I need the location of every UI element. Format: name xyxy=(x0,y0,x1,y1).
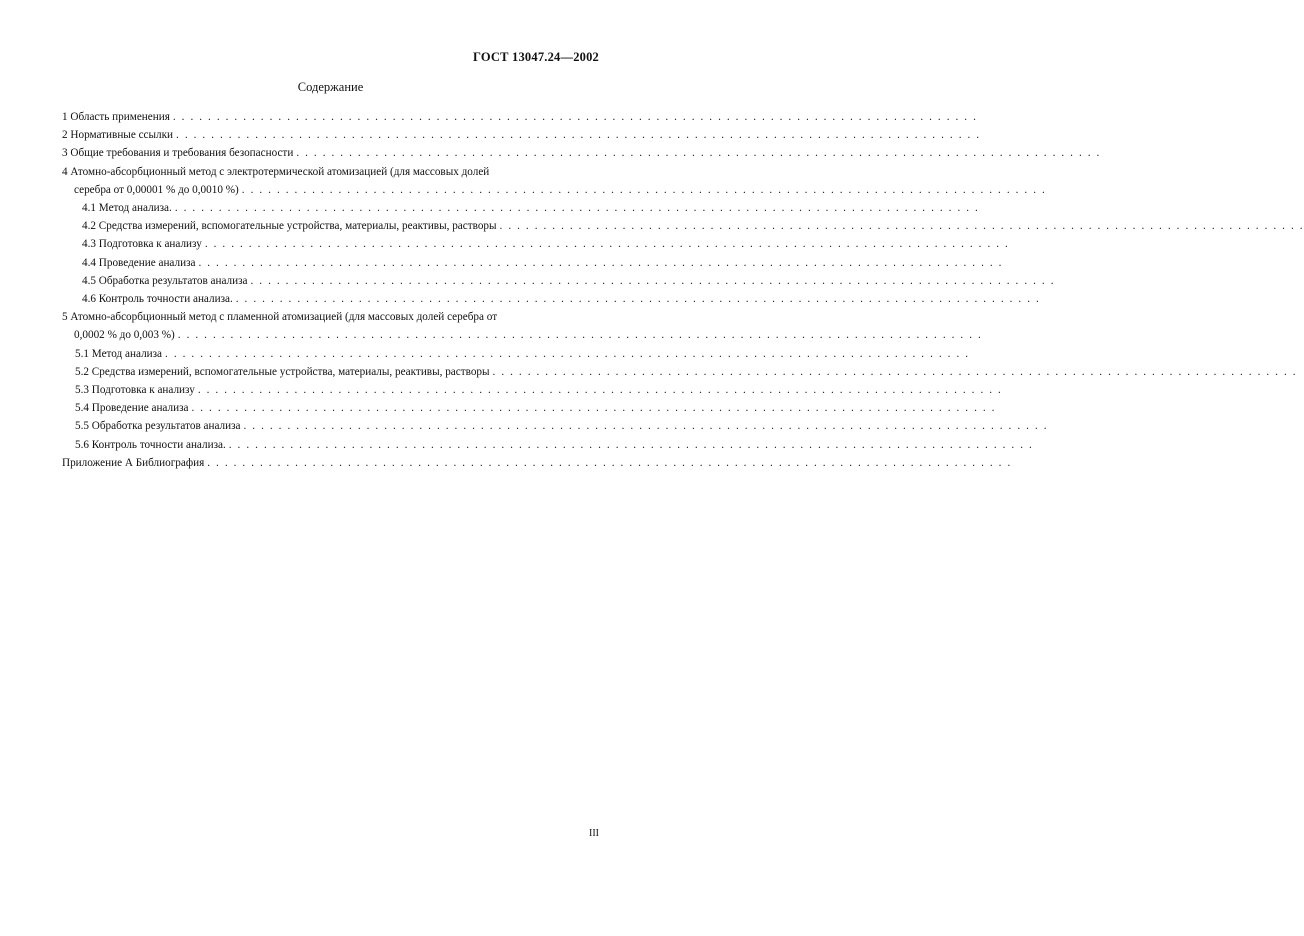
dot-leader: . . . . . . . . . . . . . . . . . . . . . . . . . . . . . . . . . . . . . . . . . . . . . . . . . . . . . . . . . . . . . . . . . . . . . . . . . . . . . . . . . . . . . . . . . . . . xyxy=(197,384,1003,397)
dot-leader: . . . . . . . . . . . . . . . . . . . . . . . . . . . . . . . . . . . . . . . . . . . . . . . . . . . . . . . . . . . . . . . . . . . . . . . . . . . . . . . . . . . . . . . . . . . . xyxy=(250,274,1056,287)
toc-entry-2[interactable] xyxy=(62,126,981,144)
table-of-contents xyxy=(62,108,1304,472)
dot-leader: . . . . . . . . . . . . . . . . . . . . . . . . . . . . . . . . . . . . . . . . . . . . . . . . . . . . . . . . . . . . . . . . . . . . . . . . . . . . . . . . . . . . . . . . . . . . xyxy=(228,438,1034,451)
toc-entry-4-1[interactable] xyxy=(62,199,980,217)
dot-leader: . . . . . . . . . . . . . . . . . . . . . . . . . . . . . . . . . . . . . . . . . . . . . . . . . . . . . . . . . . . . . . . . . . . . . . . . . . . . . . . . . . . . . . . . . . . . xyxy=(172,111,978,123)
toc-entry-4[interactable] xyxy=(62,163,575,181)
toc-entry-text: 4.4 Проведение анализа xyxy=(82,256,196,269)
toc-entry-text: 5.3 Подготовка к анализу xyxy=(75,384,195,397)
toc-entry-text: 0,0002 % до 0,003 %) xyxy=(74,329,175,342)
toc-entry-text: 4.3 Подготовка к анализу xyxy=(82,238,202,251)
toc-entry-5-continued[interactable] xyxy=(62,326,983,344)
toc-entry-3[interactable] xyxy=(62,144,1101,162)
dot-leader: . . . . . . . . . . . . . . . . . . . . . . . . . . . . . . . . . . . . . . . . . . . . . . . . . . . . . . . . . . . . . . . . . . . . . . . . . . . . . . . . . . . . . . . . . . . . xyxy=(207,456,1012,469)
toc-entry-4-6[interactable] xyxy=(62,290,1041,308)
dot-leader: . . . . . . . . . . . . . . . . . . . . . . . . . . . . . . . . . . . . . . . . . . . . . . . . . . . . . . . . . . . . . . . . . . . . . . . . . . . . . . . . . . . . . . . . . . . . xyxy=(499,220,1304,233)
toc-entry-5-2[interactable] xyxy=(62,363,1298,381)
toc-entry-1[interactable] xyxy=(62,108,978,126)
toc-entry-4-5[interactable] xyxy=(62,272,1056,290)
toc-entry-text: 5.2 Средства измерений, вспомогательные устройства, материалы, реактивы, растворы xyxy=(75,365,490,378)
dot-leader: . . . . . . . . . . . . . . . . . . . . . . . . . . . . . . . . . . . . . . . . . . . . . . . . . . . . . . . . . . . . . . . . . . . . . . . . . . . . . . . . . . . . . . . . . . . . xyxy=(165,347,970,360)
toc-entry-5-4[interactable] xyxy=(62,399,997,417)
toc-entry-text: 5.5 Обработка результатов анализа xyxy=(75,420,241,433)
toc-entry-5-5[interactable] xyxy=(62,417,1049,435)
dot-leader: . . . . . . . . . . . . . . . . . . . . . . . . . . . . . . . . . . . . . . . . . . . . . . . . . . . . . . . . . . . . . . . . . . . . . . . . . . . . . . . . . . . . . . . . . . . . xyxy=(296,147,1101,160)
toc-entry-text: серебра от 0,00001 % до 0,0010 %) xyxy=(74,183,239,196)
toc-entry-text: 4.1 Метод анализа. xyxy=(82,202,172,215)
toc-title: Содержание xyxy=(297,80,364,94)
standard-code: ГОСТ 13047.24—2002 xyxy=(473,50,599,64)
dot-leader: . . . . . . . . . . . . . . . . . . . . . . . . . . . . . . . . . . . . . . . . . . . . . . . . . . . . . . . . . . . . . . . . . . . . . . . . . . . . . . . . . . . . . . . . . . . . xyxy=(174,202,980,215)
dot-leader: . . . . . . . . . . . . . . . . . . . . . . . . . . . . . . . . . . . . . . . . . . . . . . . . . . . . . . . . . . . . . . . . . . . . . . . . . . . . . . . . . . . . . . . . . . . . xyxy=(241,183,1047,196)
toc-entry-4-continued[interactable] xyxy=(62,181,1047,199)
toc-entry-text: 5.1 Метод анализа xyxy=(75,347,163,360)
dot-leader: . . . . . . . . . . . . . . . . . . . . . . . . . . . . . . . . . . . . . . . . . . . . . . . . . . . . . . . . . . . . . . . . . . . . . . . . . . . . . . . . . . . . . . . . . . . . xyxy=(176,129,981,142)
toc-entry-4-4[interactable] xyxy=(62,254,1004,272)
toc-entry-text: 5.4 Проведение анализа xyxy=(75,402,189,415)
dot-leader: . . . . . . . . . . . . . . . . . . . . . . . . . . . . . . . . . . . . . . . . . . . . . . . . . . . . . . . . . . . . . . . . . . . . . . . . . . . . . . . . . . . . . . . . . . . . xyxy=(492,365,1298,378)
toc-entry-4-3[interactable] xyxy=(62,235,1010,253)
toc-entry-appendix-a[interactable] xyxy=(62,454,1012,472)
page-number: III xyxy=(589,828,599,839)
toc-entry-4-2[interactable] xyxy=(62,217,1304,235)
dot-leader: . . . . . . . . . . . . . . . . . . . . . . . . . . . . . . . . . . . . . . . . . . . . . . . . . . . . . . . . . . . . . . . . . . . . . . . . . . . . . . . . . . . . . . . . . . . . xyxy=(177,329,983,342)
toc-entry-5-6[interactable] xyxy=(62,436,1034,454)
toc-entry-text: Приложение А Библиография xyxy=(62,456,205,469)
toc-entry-text: 4 Атомно-абсорбционный метод с электротермической атомизацией (для массовых долей xyxy=(62,165,490,178)
dot-leader: . . . . . . . . . . . . . . . . . . . . . . . . . . . . . . . . . . . . . . . . . . . . . . . . . . . . . . . . . . . . . . . . . . . . . . . . . . . . . . . . . . . . . . . . . . . . xyxy=(235,293,1041,306)
toc-entry-text: 1 Область применения xyxy=(62,111,170,123)
toc-entry-5-3[interactable] xyxy=(62,381,1003,399)
toc-entry-text: 5.6 Контроль точности анализа. xyxy=(75,438,226,451)
toc-entry-text: 4.2 Средства измерений, вспомогательные устройства, материалы, реактивы, растворы xyxy=(82,220,497,233)
dot-leader: . . . . . . . . . . . . . . . . . . . . . . . . . . . . . . . . . . . . . . . . . . . . . . . . . . . . . . . . . . . . . . . . . . . . . . . . . . . . . . . . . . . . . . . . . . . . xyxy=(198,256,1004,269)
toc-entry-text: 2 Нормативные ссылки xyxy=(62,129,174,142)
dot-leader: . . . . . . . . . . . . . . . . . . . . . . . . . . . . . . . . . . . . . . . . . . . . . . . . . . . . . . . . . . . . . . . . . . . . . . . . . . . . . . . . . . . . . . . . . . . . xyxy=(243,420,1049,433)
dot-leader: . . . . . . . . . . . . . . . . . . . . . . . . . . . . . . . . . . . . . . . . . . . . . . . . . . . . . . . . . . . . . . . . . . . . . . . . . . . . . . . . . . . . . . . . . . . . xyxy=(204,238,1010,251)
toc-entry-text: 4.5 Обработка результатов анализа xyxy=(82,274,248,287)
toc-entry-5[interactable] xyxy=(62,308,575,326)
dot-leader: . . . . . . . . . . . . . . . . . . . . . . . . . . . . . . . . . . . . . . . . . . . . . . . . . . . . . . . . . . . . . . . . . . . . . . . . . . . . . . . . . . . . . . . . . . . . xyxy=(191,402,997,415)
toc-entry-text: 4.6 Контроль точности анализа. xyxy=(82,293,233,306)
toc-entry-text: 3 Общие требования и требования безопасности xyxy=(62,147,294,160)
toc-entry-5-1[interactable] xyxy=(62,345,970,363)
toc-entry-text: 5 Атомно-абсорбционный метод с пламенной атомизацией (для массовых долей серебра от xyxy=(62,311,498,324)
